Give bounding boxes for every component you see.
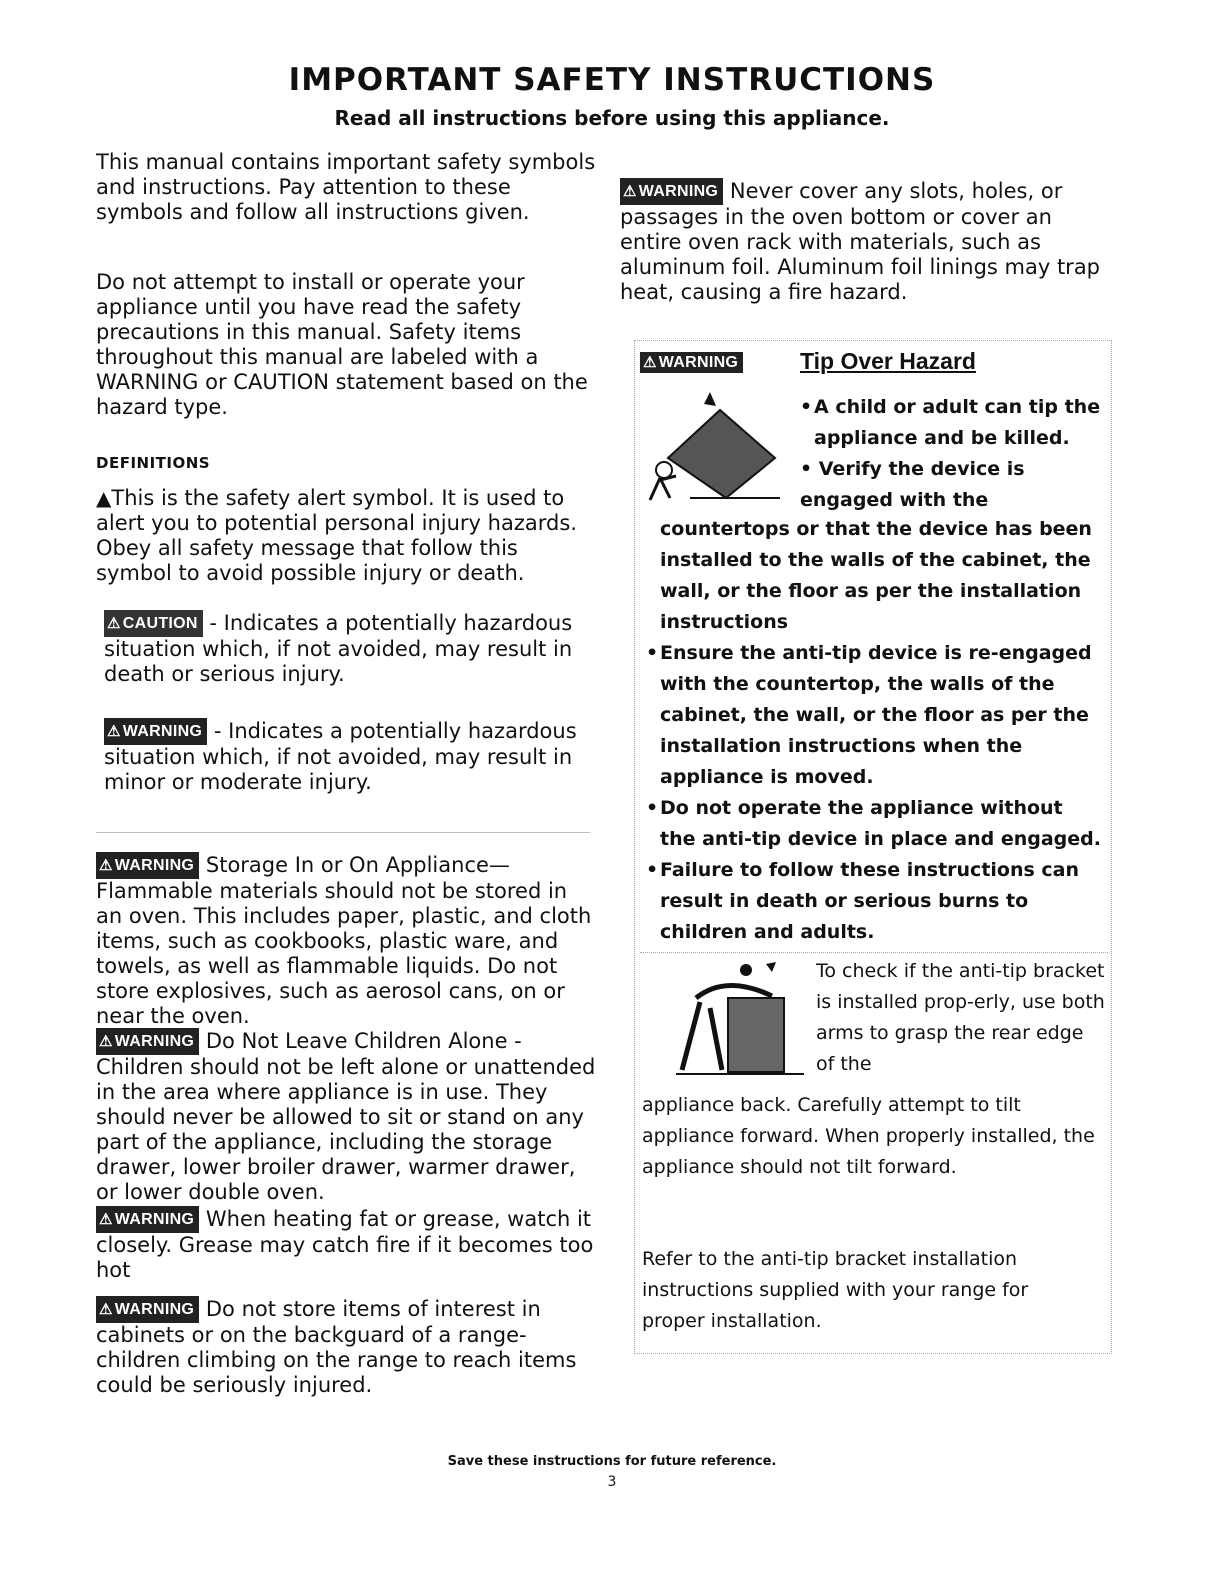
alert-triangle-icon: ⚠ — [623, 183, 637, 200]
refer-text: Refer to the anti-tip bracket installation instructions supplied with your range for proper installation. — [642, 1248, 1029, 1332]
caution-definition — [104, 610, 594, 687]
intro-paragraph-2: Do not attempt to install or operate your appliance until you have read the safety precautions in this manual. Safety items throughout this manual are labeled with a WARNING or CAUTION statement based on the hazard type. — [96, 270, 588, 419]
tilt-arrow-icon — [766, 962, 776, 972]
intro-paragraph-1: This manual contains important safety symbols and instructions. Pay attention to these symbols and follow all instructions given. — [96, 150, 596, 224]
warning-badge — [96, 1028, 199, 1055]
definitions-heading: DEFINITIONS — [96, 454, 211, 472]
check-text-top: To check if the anti-tip bracket is installed prop-erly, use both arms to grasp the rear edge of the — [816, 960, 1105, 1075]
tip-over-warning-badge-wrap — [640, 352, 743, 373]
alert-symbol-definition — [96, 486, 596, 586]
warning-label: WARNING — [638, 183, 719, 200]
warning-definition — [104, 718, 594, 795]
tip-over-title: Tip Over Hazard — [800, 348, 976, 374]
items-warning — [96, 1296, 596, 1398]
alert-triangle-icon: ⚠ — [99, 1211, 113, 1228]
warning-badge — [104, 718, 207, 745]
tip-item-text: • Ensure the anti-tip device is re-engaged with the countertop, the walls of the cabinet, the wall, or the floor as per the installation instructions when the appliance is moved. — [646, 638, 1104, 793]
caution-badge — [104, 610, 203, 637]
alert-triangle-icon: ▲ — [96, 486, 112, 510]
warning-label: WARNING — [114, 857, 195, 874]
warning-label: WARNING — [114, 1033, 195, 1050]
range-shape — [728, 998, 784, 1072]
alert-triangle-icon: ⚠ — [643, 354, 657, 371]
alert-triangle-icon: ⚠ — [99, 857, 113, 874]
foil-warning — [620, 178, 1112, 305]
alert-triangle-icon: ⚠ — [107, 723, 121, 740]
caution-label: CAUTION — [122, 615, 198, 632]
alert-triangle-icon: ⚠ — [99, 1301, 113, 1318]
tip-item-text: • Failure to follow these instructions can result in death or serious burns to children and adults. — [646, 855, 1104, 948]
caution-text: - Indicates a potentially hazardous situation which, if not avoided, may result in death or serious injury. — [104, 611, 573, 686]
storage-warning — [96, 852, 596, 1029]
warning-label: WARNING — [114, 1211, 195, 1228]
warning-label: WARNING — [122, 723, 203, 740]
page-number: 3 — [607, 1474, 617, 1490]
warning-badge — [96, 1206, 199, 1233]
warning-badge — [640, 352, 743, 373]
foil-text: Never cover any slots, holes, or passages in the oven bottom or cover an entire oven rack with materials, such as aluminum foil. Aluminum foil linings may trap heat, causing a fire hazard. — [620, 179, 1101, 304]
page-title: IMPORTANT SAFETY INSTRUCTIONS — [288, 62, 936, 98]
tip-arrow-icon — [704, 392, 716, 406]
tip-item-2: • Verify the device is engaged with the — [800, 458, 1025, 511]
person-head-icon — [740, 964, 752, 976]
check-text-bottom: appliance back. Carefully attempt to tilt appliance forward. When properly installed, the appliance should not tilt forward. — [642, 1094, 1095, 1178]
tip-item-text: • Do not operate the appliance without the anti-tip device in place and engaged. — [646, 793, 1104, 855]
warning-label: WARNING — [114, 1301, 195, 1318]
tip-item-text: • A child or adult can tip the appliance and be killed. — [800, 392, 1104, 454]
items-text: Do not store items of interest in cabinets or on the backguard of a range- children climbing on the range to reach items could be seriously injured. — [96, 1297, 577, 1397]
check-bracket-illustration — [676, 958, 806, 1078]
alert-triangle-icon: ⚠ — [99, 1033, 113, 1050]
footer-save-text: Save these instructions for future reference. — [447, 1454, 777, 1469]
grease-text: When heating fat or grease, watch it closely. Grease may catch fire if it becomes too hot — [96, 1207, 594, 1282]
tip-items-rest — [646, 638, 1104, 948]
alert-symbol-text: This is the safety alert symbol. It is used to alert you to potential personal injury hazards. Obey all safety message that follow this symbol to avoid possible injury or death. — [96, 486, 577, 585]
warning-label: WARNING — [658, 354, 739, 371]
alert-triangle-icon: ⚠ — [107, 615, 121, 632]
page-subtitle: Read all instructions before using this appliance. — [334, 106, 890, 130]
tip-item-1 — [800, 392, 1104, 454]
children-warning — [96, 1028, 596, 1205]
warning-badge — [96, 852, 199, 879]
tip-item-text: Verify the device is engaged with the — [800, 458, 1025, 511]
warning-badge — [96, 1296, 199, 1323]
warning-definition-text: - Indicates a potentially hazardous situation which, if not avoided, may result in minor or moderate injury. — [104, 719, 577, 794]
tip-item-2-cont: countertops or that the device has been installed to the walls of the cabinet, the wall, or the floor as per the installation instructions — [660, 518, 1092, 633]
storage-text: Storage In or On Appliance— Flammable materials should not be stored in an oven. This includes paper, plastic, and cloth items, such as cookbooks, plastic ware, and towels, as well as flammable liquids. Do not store explosives, such as aerosol cans, on or near the oven. — [96, 853, 592, 1028]
children-text: Do Not Leave Children Alone - Children should not be left alone or unattended in the area where appliance is in use. They should never be allowed to sit or stand on any part of the appliance, including the storage drawer, lower broiler drawer, warmer drawer, or lower double oven. — [96, 1029, 596, 1204]
section-divider — [96, 832, 590, 833]
grease-warning — [96, 1206, 596, 1283]
warning-badge — [620, 178, 723, 205]
